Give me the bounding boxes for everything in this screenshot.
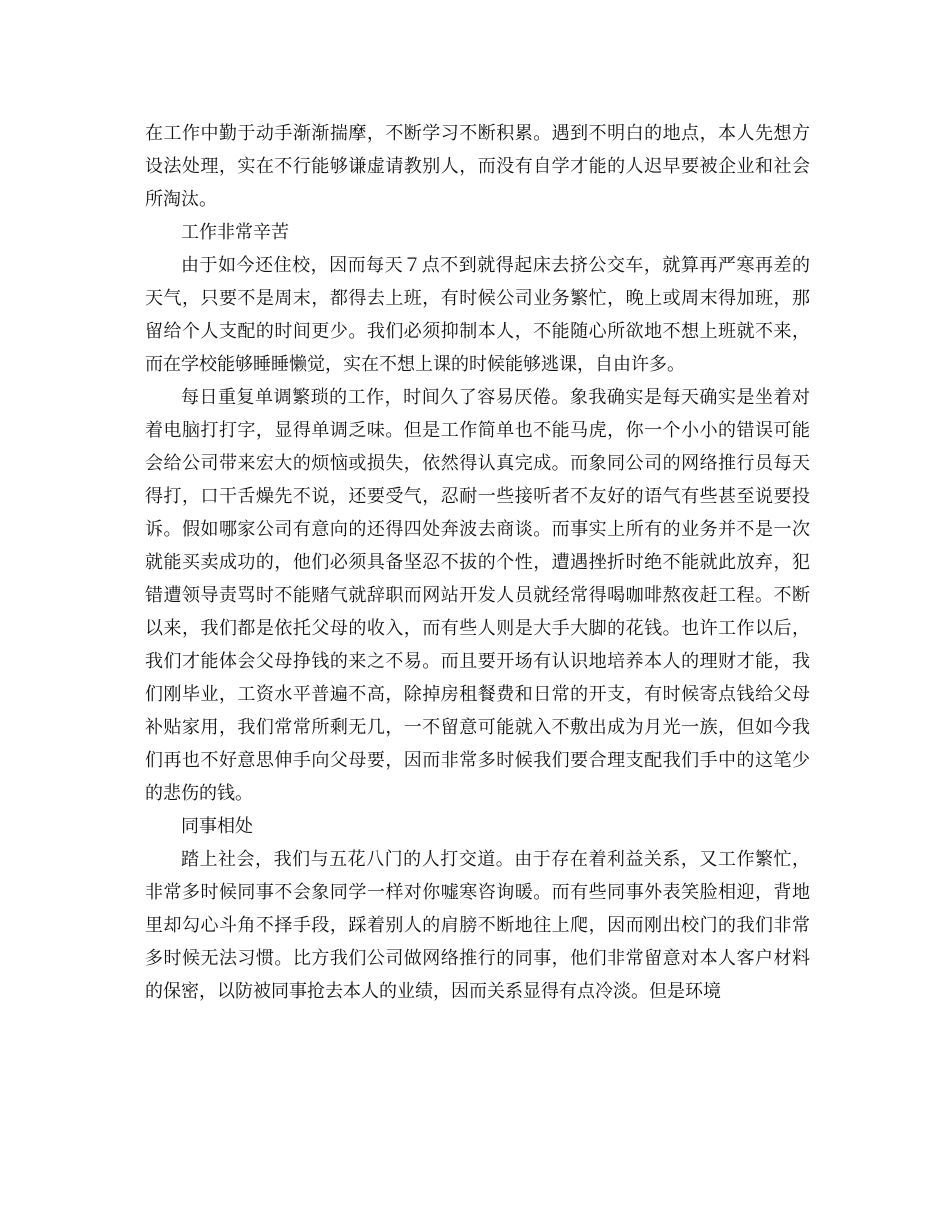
paragraph-routine-work: 每日重复单调繁琐的工作，时间久了容易厌倦。象我确实是每天确实是坐着对着电脑打打字，显得单调乏味。但是工作简单也不能马虎，你一个小小的错误可能会给公司带来宏大的烦恼或损失，依然得认真完成。而象同公司的网络推行员每天得打，口干舌燥先不说，还要受气，忍耐一些接听者不友好的语气有些甚至说要投诉。假如哪家公司有意向的还得四处奔波去商谈。而事实上所有的业务并不是一次就能买卖成功的，他们必须具备坚忍不拔的个性，遭遇挫折时绝不能就此放弃，犯错遭领导责骂时不能赌气就辞职而网站开发人员就经常得喝咖啡熬夜赶工程。不断以来，我们都是依托父母的收入，而有些人则是大手大脚的花钱。也许工作以后，我们才能体会父母挣钱的来之不易。而且要开场有认识地培养本人的理财才能，我们刚毕业，工资水平普遍不高，除掉房租餐费和日常的开支，有时候寄点钱给父母补贴家用，我们常常所剩无几，一不留意可能就入不敷出成为月光一族，但如今我们再也不好意思伸手向父母要，因而非常多时候我们要合理支配我们手中的这笔少的悲伤的钱。 bbox=[145, 387, 810, 804]
paragraph-colleagues: 踏上社会，我们与五花八门的人打交道。由于存在着利益关系，又工作繁忙，非常多时候同事不会象同学一样对你嘘寒咨询暖。而有些同事外表笑脸相迎，背地里却勾心斗角不择手段，踩着别人的肩膀不断地往上爬，因而刚出校门的我们非常多时候无法习惯。比方我们公司做网络推行的同事，他们非常留意对本人客户材料的保密，以防被同事抢去本人的业绩，因而关系显得有点冷淡。但是环境 bbox=[145, 849, 810, 1002]
paragraph-commute: 由于如今还住校，因而每天７点不到就得起床去挤公交车，就算再严寒再差的天气，只要不是周末，都得去上班，有时候公司业务繁忙，晚上或周末得加班，那留给个人支配的时间更少。我们必须抑制本人，不能随心所欲地不想上班就不来，而在学校能够睡睡懒觉，实在不想上课的时候能够逃课，自由许多。 bbox=[145, 255, 810, 375]
document-body bbox=[145, 117, 810, 1008]
section-heading-colleagues: 同事相处 bbox=[181, 816, 253, 837]
paragraph-intro: 在工作中勤于动手渐渐揣摩，不断学习不断积累。遇到不明白的地点，本人先想方设法处理，实在不行能够谦虚请教别人，而没有自学才能的人迟早要被企业和社会所淘汰。 bbox=[145, 123, 810, 210]
section-heading-hard-work: 工作非常辛苦 bbox=[181, 222, 289, 243]
